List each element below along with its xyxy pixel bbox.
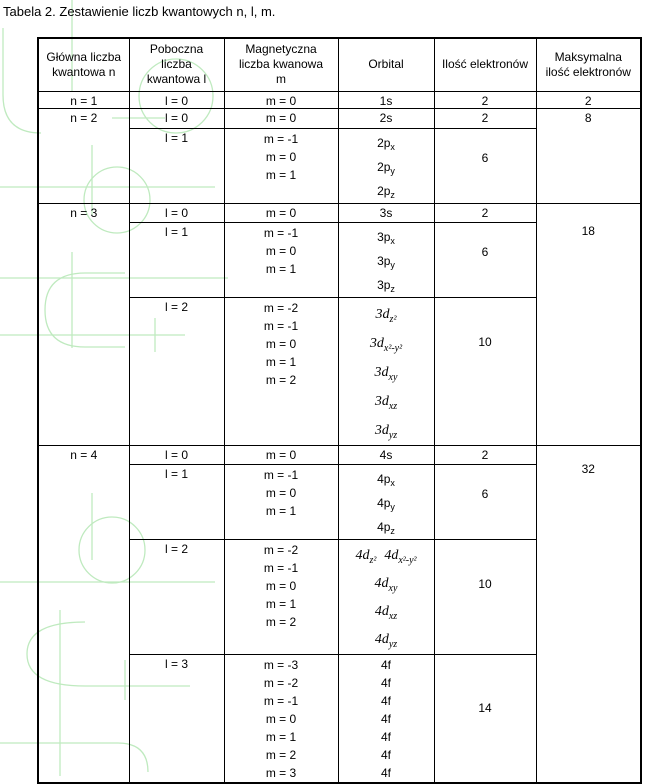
orbital-3dxy: $3d_{xy}$ xyxy=(374,364,398,383)
row-n3-l0 xyxy=(38,203,641,222)
row-n2-l0 xyxy=(38,108,641,128)
header-ilosc-elektronow: Ilość elektronów xyxy=(434,38,536,91)
cell-n4-l1-l: l = 1 xyxy=(129,464,224,539)
cell-n2-n: n = 2 xyxy=(38,108,129,203)
cell-n3-l0-orbital: 3s xyxy=(338,203,434,222)
cell-n1-orbital: 1s xyxy=(338,91,434,108)
cell-n3-l2-l: l = 2 xyxy=(129,297,224,445)
cell-n3-max: 18 xyxy=(536,203,641,445)
orbital-3dyz: $3d_{yz}$ xyxy=(374,422,398,441)
cell-n4-l1-electrons: 6 xyxy=(434,464,536,539)
cell-n1-l: l = 0 xyxy=(129,91,224,108)
cell-n1-m: m = 0 xyxy=(224,91,338,108)
cell-n2-l0-electrons: 2 xyxy=(434,108,536,128)
orbital-3py: $3p_y$ xyxy=(377,253,395,270)
cell-n4-l3-electrons: 14 xyxy=(434,654,536,783)
orbital-3pz: $3p_z$ xyxy=(377,277,395,294)
cell-n1-n: n = 1 xyxy=(38,91,129,108)
cell-n3-l2-m: m = -2 m = -1 m = 0 m = 1 m = 2 xyxy=(224,297,338,445)
cell-n3-l2-electrons: 10 xyxy=(434,297,536,445)
cell-n4-max: 32 xyxy=(536,445,641,783)
cell-n3-l1-orbitals xyxy=(338,222,434,297)
orbital-4dxz: $4d_{xz}$ xyxy=(374,603,398,622)
cell-n2-l1-electrons: 6 xyxy=(434,128,536,203)
orbital-4pz: $4p_z$ xyxy=(377,519,395,536)
header-glowna-liczba: Główna liczba kwantowa n xyxy=(38,38,129,91)
cell-n4-l2-orbitals xyxy=(338,539,434,654)
orbital-4dyz: $4d_{yz}$ xyxy=(374,631,398,650)
header-orbital: Orbital xyxy=(338,38,434,91)
cell-n2-l0-m: m = 0 xyxy=(224,108,338,128)
cell-n3-l0-m: m = 0 xyxy=(224,203,338,222)
cell-n4-l0-electrons: 2 xyxy=(434,445,536,464)
row-n4-l0 xyxy=(38,445,641,464)
cell-n4-l2-m: m = -2 m = -1 m = 0 m = 1 m = 2 xyxy=(224,539,338,654)
cell-n4-l2-electrons: 10 xyxy=(434,539,536,654)
orbital-3dx2y2: $3d_{x^2-y^2}$ xyxy=(369,335,403,354)
orbital-2py: $2p_y$ xyxy=(377,159,395,176)
cell-n2-max: 8 xyxy=(536,108,641,203)
quantum-numbers-table xyxy=(37,37,642,784)
cell-n2-l1-l: l = 1 xyxy=(129,128,224,203)
orbital-2px: $2p_x$ xyxy=(377,135,395,152)
cell-n4-l1-orbitals xyxy=(338,464,434,539)
cell-n4-l0-l: l = 0 xyxy=(129,445,224,464)
orbital-4py: $4p_y$ xyxy=(377,495,395,512)
orbital-3px: $3p_x$ xyxy=(377,229,395,246)
cell-n4-l2-l: l = 2 xyxy=(129,539,224,654)
cell-n3-l0-electrons: 2 xyxy=(434,203,536,222)
cell-n2-l1-orbitals xyxy=(338,128,434,203)
cell-n4-l3-orbitals: 4f 4f 4f 4f 4f 4f 4f xyxy=(338,654,434,783)
cell-n3-n: n = 3 xyxy=(38,203,129,445)
orbital-3dxz: $3d_{xz}$ xyxy=(374,393,398,412)
table-caption: Tabela 2. Zestawienie liczb kwantowych n, l, m. xyxy=(3,4,276,19)
header-poboczna-liczba: Poboczna liczba kwantowa l xyxy=(129,38,224,91)
cell-n3-l1-m: m = -1 m = 0 m = 1 xyxy=(224,222,338,297)
cell-n2-l0-orbital: 2s xyxy=(338,108,434,128)
cell-n3-l0-l: l = 0 xyxy=(129,203,224,222)
cell-n4-l3-l: l = 3 xyxy=(129,654,224,783)
cell-n3-l2-orbitals xyxy=(338,297,434,445)
cell-n1-electrons: 2 xyxy=(434,91,536,108)
cell-n4-l0-orbital: 4s xyxy=(338,445,434,464)
cell-n2-l1-m: m = -1 m = 0 m = 1 xyxy=(224,128,338,203)
row-n1 xyxy=(38,91,641,108)
header-magnetyczna-liczba: Magnetyczna liczba kwanowa m xyxy=(224,38,338,91)
orbital-4px: $4p_x$ xyxy=(377,471,395,488)
cell-n3-l1-electrons: 6 xyxy=(434,222,536,297)
cell-n4-l0-m: m = 0 xyxy=(224,445,338,464)
orbital-3dz2: $3d_{z^2}$ xyxy=(375,306,397,325)
cell-n4-l1-m: m = -1 m = 0 m = 1 xyxy=(224,464,338,539)
orbital-2pz: $2p_z$ xyxy=(377,183,395,200)
orbital-4dz2-4dx2y2: $4d_{z^2}$ $4d_{x^2-y^2}$ xyxy=(355,547,417,566)
cell-n4-l3-m: m = -3 m = -2 m = -1 m = 0 m = 1 m = 2 m = 3 xyxy=(224,654,338,783)
header-row xyxy=(38,38,641,91)
cell-n4-n: n = 4 xyxy=(38,445,129,783)
cell-n3-l1-l: l = 1 xyxy=(129,222,224,297)
cell-n2-l0-l: l = 0 xyxy=(129,108,224,128)
header-maksymalna-ilosc: Maksymalna ilość elektronów xyxy=(536,38,641,91)
cell-n1-max: 2 xyxy=(536,91,641,108)
orbital-4dxy: $4d_{xy}$ xyxy=(374,575,398,594)
